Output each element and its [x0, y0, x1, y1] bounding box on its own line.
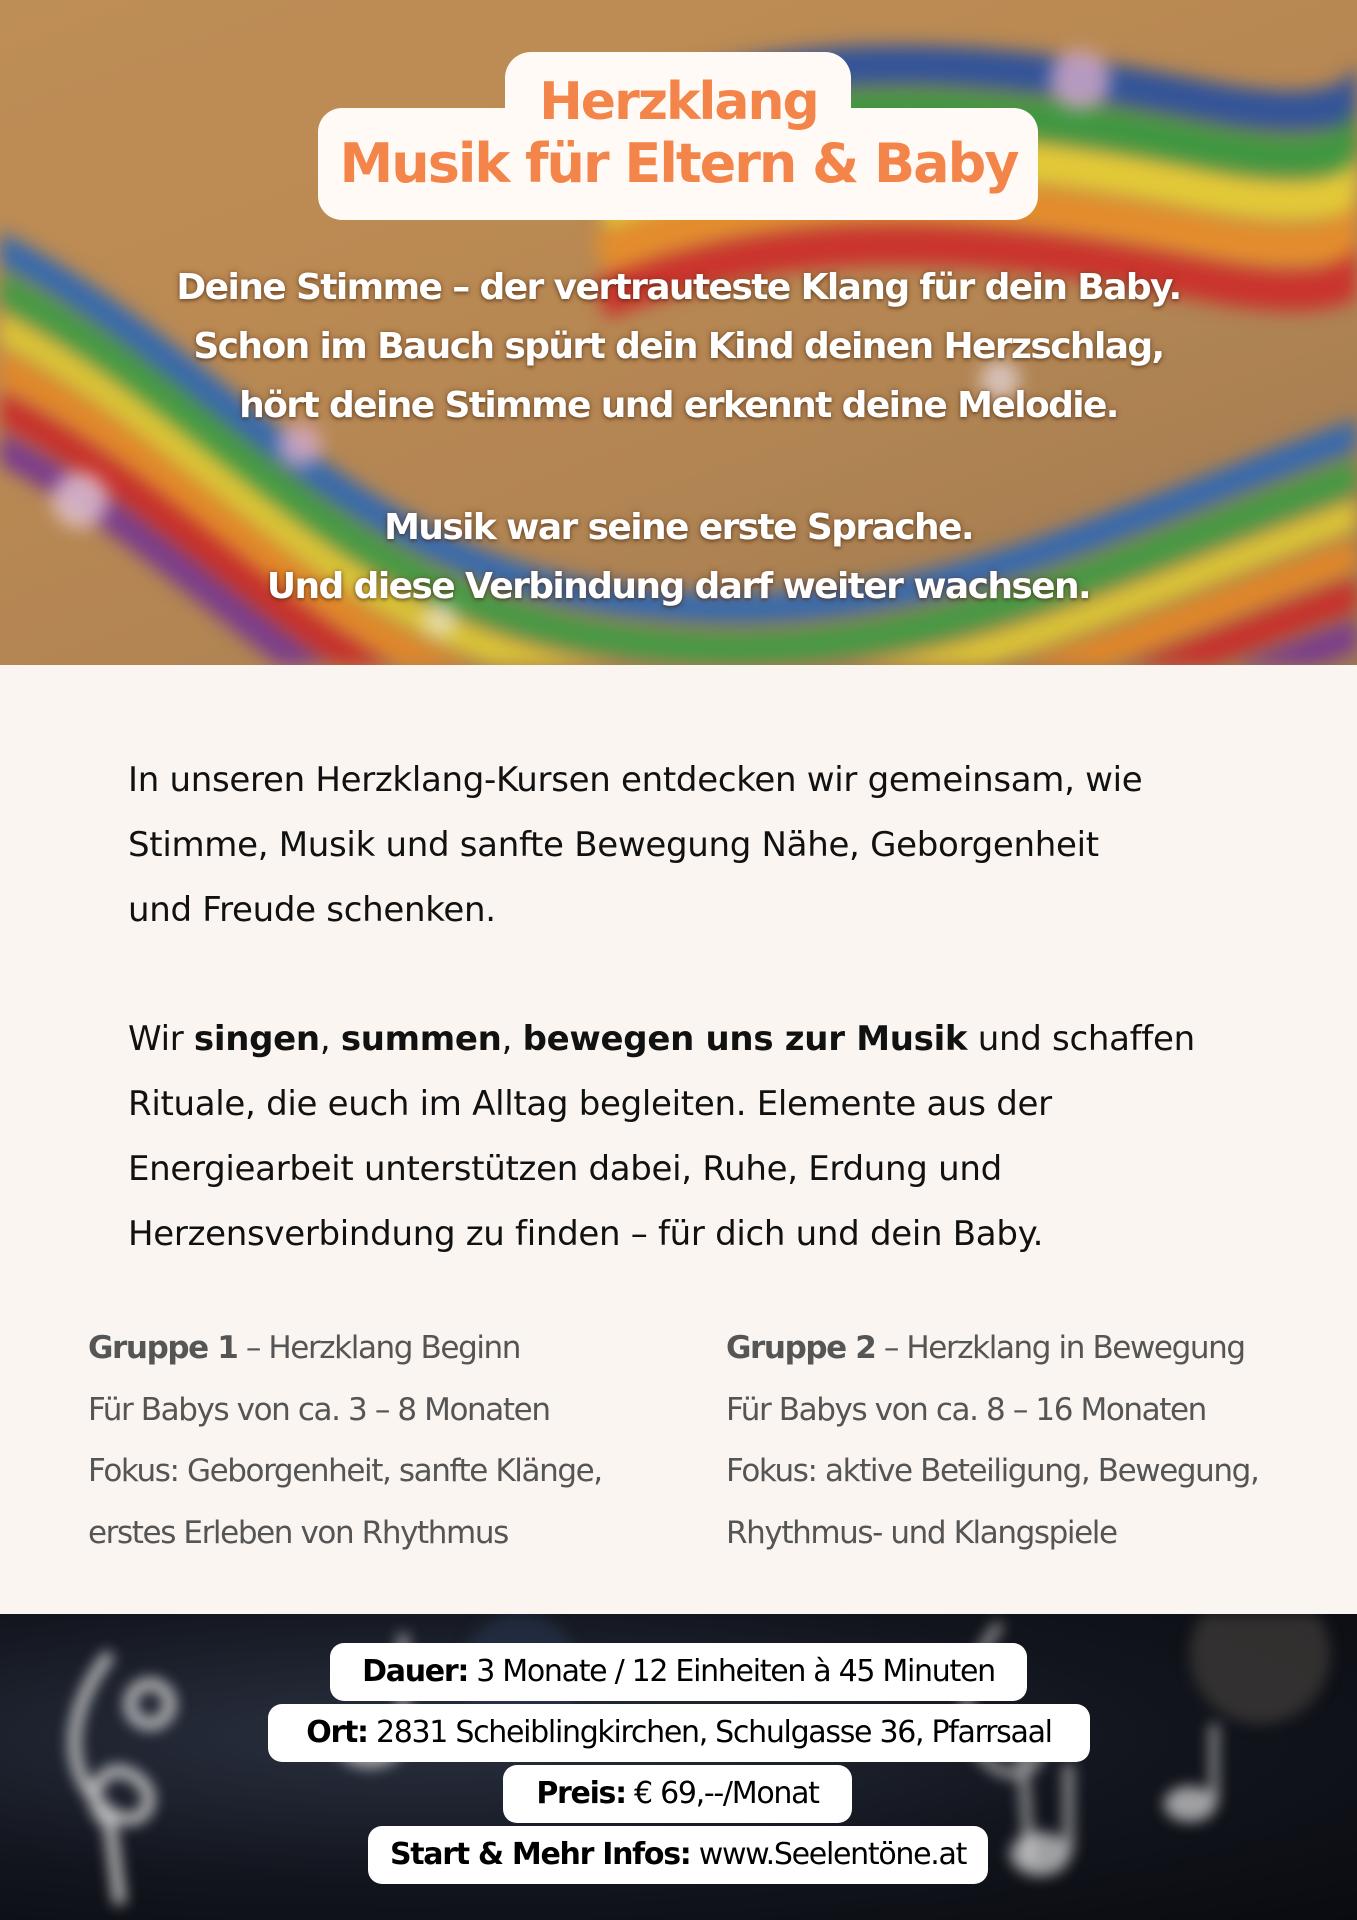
info-label: Preis: [536, 1776, 626, 1811]
hero-intro [0, 258, 1357, 435]
hero-intro-line: Schon im Bauch spürt dein Kind deinen Herzschlag, [193, 326, 1164, 367]
group-detail: Rhythmus- und Klangspiele [726, 1514, 1117, 1551]
activity-humming: summen [340, 1019, 502, 1059]
page-title: Herzklang [539, 72, 818, 132]
treble-clef-icon [75, 1654, 170, 1904]
group-label: Gruppe 1 [88, 1330, 238, 1366]
group-1-card [88, 1318, 688, 1564]
activity-singing: singen [193, 1019, 320, 1059]
intro-line: Stimme, Musik und sanfte Bewegung Nähe, Geborgenheit [128, 825, 1099, 865]
hero-intro-line: hört deine Stimme und erkennt deine Melodie. [239, 385, 1118, 426]
group-2-card [726, 1318, 1326, 1564]
info-value: € 69,--/Monat [625, 1776, 819, 1811]
info-website[interactable] [368, 1826, 988, 1884]
group-name: – Herzklang in Bewegung [875, 1330, 1245, 1366]
activities-lead: Wir [128, 1019, 194, 1059]
info-value: 3 Monate / 12 Einheiten à 45 Minuten [468, 1654, 995, 1689]
group-detail: Für Babys von ca. 8 – 16 Monaten [726, 1391, 1206, 1428]
info-label: Dauer: [362, 1654, 469, 1689]
group-name: – Herzklang Beginn [237, 1330, 521, 1366]
group-label: Gruppe 2 [726, 1330, 876, 1366]
activities-line: Energiearbeit unterstützen dabei, Ruhe, Erdung und [128, 1149, 1002, 1189]
intro-paragraph [128, 748, 1248, 943]
intro-line: In unseren Herzklang-Kursen entdecken wir gemeinsam, wie [128, 760, 1143, 800]
hero-closing [0, 498, 1357, 616]
hero-closing-line: Musik war seine erste Sprache. [384, 507, 973, 548]
activities-separator: , [501, 1019, 523, 1059]
group-detail: Fokus: aktive Beteiligung, Bewegung, [726, 1453, 1259, 1489]
hero-intro-line: Deine Stimme – der vertrauteste Klang für dein Baby. [176, 267, 1181, 308]
page-subtitle: Musik für Eltern & Baby [339, 132, 1018, 195]
group-detail: erstes Erleben von Rhythmus [88, 1514, 508, 1551]
activities-separator: , [319, 1019, 341, 1059]
info-label: Ort: [306, 1715, 368, 1750]
info-location [268, 1704, 1090, 1762]
info-label: Start & Mehr Infos: [389, 1837, 691, 1872]
group-heading [88, 1318, 688, 1380]
group-detail: Für Babys von ca. 3 – 8 Monaten [88, 1391, 550, 1428]
activities-line: Herzensverbindung zu finden – für dich und dein Baby. [128, 1214, 1044, 1254]
activity-moving: bewegen uns zur Musik [522, 1019, 968, 1059]
activities-paragraph [128, 1007, 1248, 1267]
hero-section [0, 0, 1357, 665]
group-heading [726, 1318, 1326, 1380]
website-link[interactable]: www.Seelentöne.at [690, 1837, 967, 1872]
group-detail: Fokus: Geborgenheit, sanfte Klänge, [88, 1453, 602, 1489]
intro-line: und Freude schenken. [128, 890, 496, 930]
info-value: 2831 Scheiblingkirchen, Schulgasse 36, Pfarrsaal [367, 1715, 1052, 1750]
activities-line: Rituale, die euch im Alltag begleiten. Elemente aus der [128, 1084, 1052, 1124]
info-price [503, 1765, 852, 1823]
activities-tail: und schaffen [967, 1019, 1195, 1059]
info-duration [330, 1643, 1027, 1701]
hero-closing-line: Und diese Verbindung darf weiter wachsen. [266, 566, 1091, 607]
